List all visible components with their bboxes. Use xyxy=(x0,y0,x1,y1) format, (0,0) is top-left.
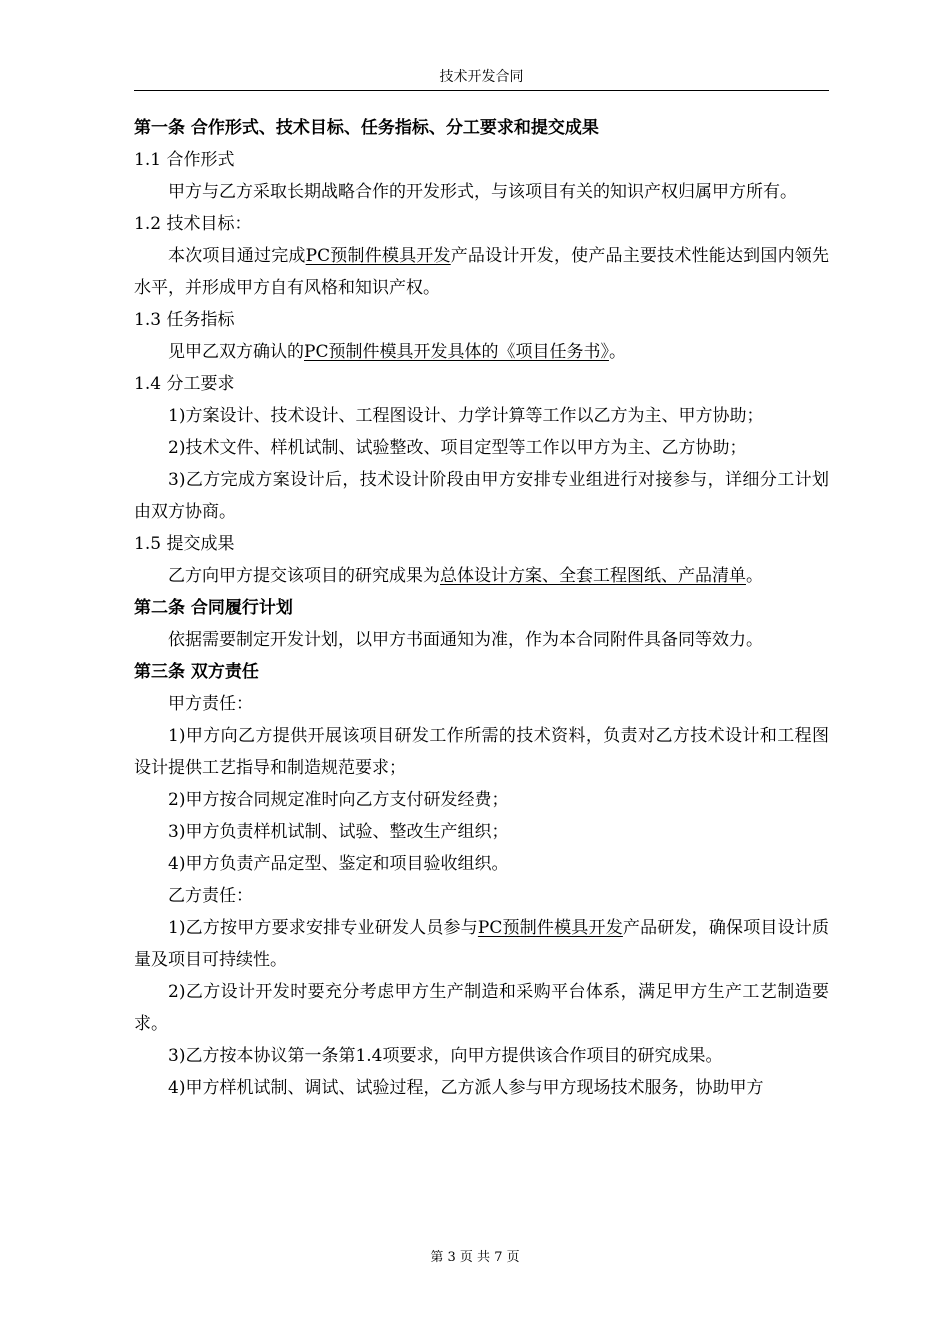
document-body xyxy=(134,112,829,1104)
section-1-2-text xyxy=(134,240,829,304)
party-b-item1-underlined: PC预制件模具开发 xyxy=(477,918,623,938)
party-b-item: 3)乙方按本协议第一条第1.4项要求，向甲方提供该合作项目的研究成果。 xyxy=(168,1046,723,1066)
page-footer xyxy=(0,1246,950,1265)
section-1-4-item: 2)技术文件、样机试制、试验整改、项目定型等工作以甲方为主、乙方协助； xyxy=(168,438,747,458)
section-1-2-underlined: PC预制件模具开发 xyxy=(305,246,451,266)
party-a-item: 1)甲方向乙方提供开展该项目研发工作所需的技术资料，负责对乙方技术设计和工程图设计提供工艺指导和制造规范要求； xyxy=(134,726,829,778)
section-1-5-underlined: 总体设计方案、全套工程图纸、产品清单 xyxy=(440,566,746,586)
party-a-item: 3)甲方负责样机试制、试验、整改生产组织； xyxy=(168,822,509,842)
section-1-4-item: 3)乙方完成方案设计后，技术设计阶段由甲方安排专业组进行对接参与，详细分工计划由双方协商。 xyxy=(134,470,829,522)
section-1-3-underlined: PC预制件模具开发具体的《项目任务书》 xyxy=(304,342,609,362)
page-number: 第 3 页 共 7 页 xyxy=(430,1250,520,1265)
page-header xyxy=(134,66,829,91)
article-3-heading: 第三条 双方责任 xyxy=(134,662,259,682)
section-1-2-title: 1.2 技术目标： xyxy=(134,214,252,234)
section-1-2-post: 产品设计开发，使产品主要技术性能达到国内领先水平，并形成甲方自有风格和知识产权。 xyxy=(134,246,830,298)
party-b-item: 2)乙方设计开发时要充分考虑甲方生产制造和采购平台体系，满足甲方生产工艺制造要求。 xyxy=(134,982,829,1034)
section-1-4-item: 1)方案设计、技术设计、工程图设计、力学计算等工作以乙方为主、甲方协助； xyxy=(168,406,764,426)
article-2-text: 依据需要制定开发计划，以甲方书面通知为准，作为本合同附件具备同等效力。 xyxy=(168,630,763,650)
party-a-item: 4)甲方负责产品定型、鉴定和项目验收组织。 xyxy=(168,854,509,874)
section-1-3-post: 。 xyxy=(608,342,626,362)
section-1-3-title: 1.3 任务指标 xyxy=(134,310,235,330)
section-1-3-text xyxy=(134,336,829,368)
party-b-item1-post: 产品研发，确保项目设计质量及项目可持续性。 xyxy=(134,918,829,970)
section-1-5-pre: 乙方向甲方提交该项目的研究成果为 xyxy=(168,566,440,586)
section-1-1-title: 1.1 合作形式 xyxy=(134,150,235,170)
party-b-label: 乙方责任： xyxy=(168,886,253,906)
party-a-label: 甲方责任： xyxy=(168,694,253,714)
section-1-5-text xyxy=(134,560,829,592)
party-b-item: 4)甲方样机试制、调试、试验过程，乙方派人参与甲方现场技术服务，协助甲方 xyxy=(168,1078,764,1098)
article-1-heading: 第一条 合作形式、技术目标、任务指标、分工要求和提交成果 xyxy=(134,118,599,138)
header-title: 技术开发合同 xyxy=(439,69,524,85)
article-2-heading: 第二条 合同履行计划 xyxy=(134,598,293,618)
party-a-item: 2)甲方按合同规定准时向乙方支付研发经费； xyxy=(168,790,509,810)
section-1-1-text: 甲方与乙方采取长期战略合作的开发形式，与该项目有关的知识产权归属甲方所有。 xyxy=(168,182,797,202)
party-b-item xyxy=(134,912,829,976)
section-1-4-title: 1.4 分工要求 xyxy=(134,374,235,394)
party-b-item1-pre: 1)乙方按甲方要求安排专业研发人员参与 xyxy=(168,918,478,938)
section-1-3-pre: 见甲乙双方确认的 xyxy=(168,342,304,362)
section-1-5-post: 。 xyxy=(746,566,763,586)
section-1-2-pre: 本次项目通过完成 xyxy=(168,246,306,266)
section-1-5-title: 1.5 提交成果 xyxy=(134,534,235,554)
